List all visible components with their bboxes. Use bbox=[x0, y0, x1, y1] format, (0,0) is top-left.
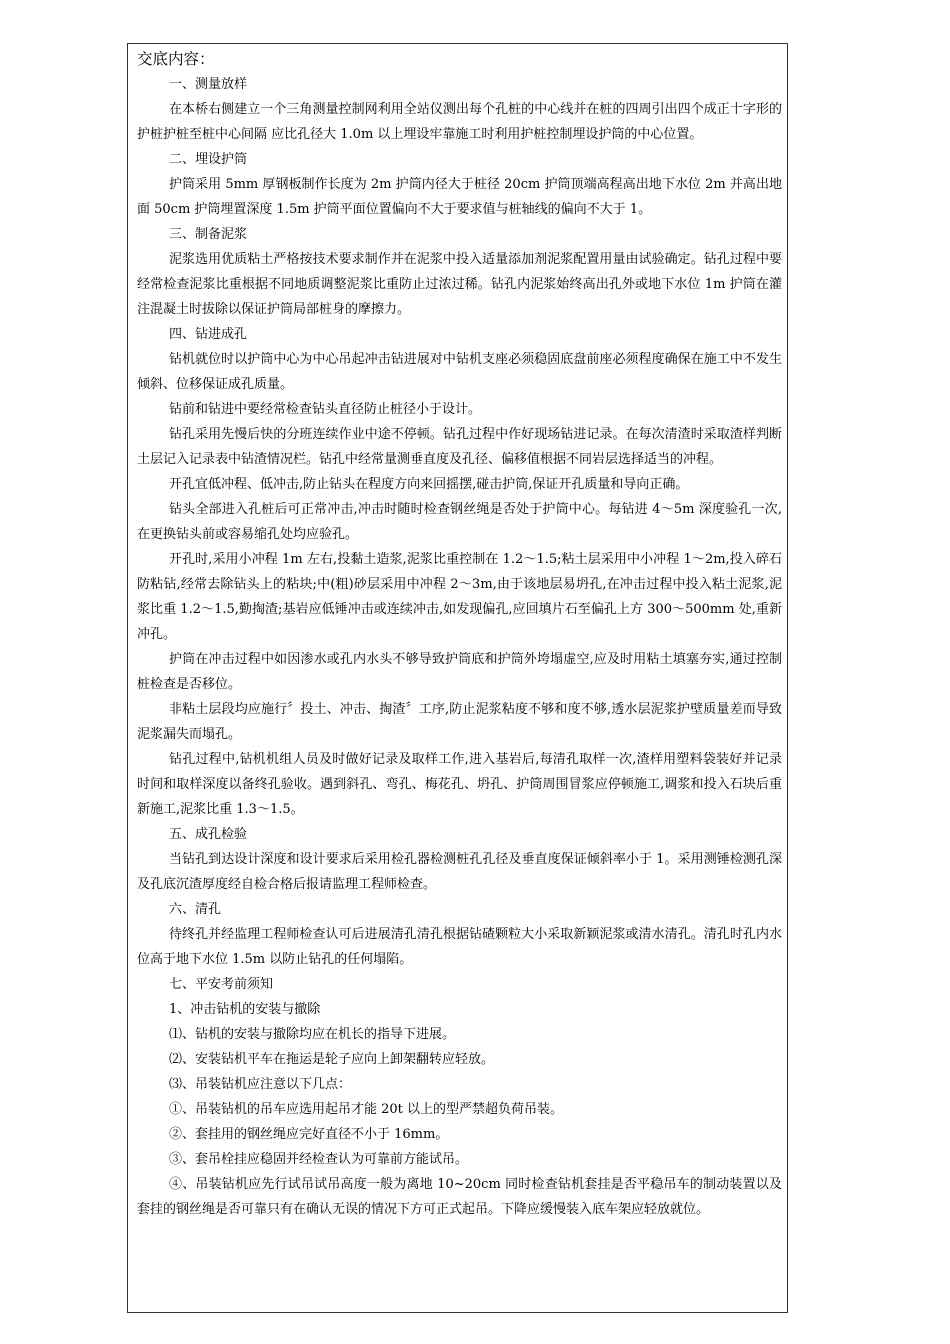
paragraph: 开孔时,采用小冲程 1m 左右,投黏土造浆,泥浆比重控制在 1.2～1.5;粘土层采用中小冲程 1～2m,投入碎石防粘钻,经常去除钻头上的粘块;中(粗)砂层采用中冲程 2～3m,由于该地层易坍孔,在冲击过程中投入粘土泥浆,泥浆比重 1.2～1.5,勤掏渣;基岩应低锤冲击或连续冲击,如发现偏孔,应回填片石至偏孔上方 300～500mm 处,重新冲孔。 bbox=[137, 552, 782, 642]
section-heading: 交底内容： bbox=[137, 50, 215, 68]
paragraph: 1、冲击钻机的安装与撤除 bbox=[169, 1002, 321, 1017]
paragraph: ②、套挂用的钢丝绳应完好直径不小于 16mm。 bbox=[169, 1127, 449, 1142]
paragraph: 钻孔采用先慢后快的分班连续作业中途不停顿。钻孔过程中作好现场钻进记录。在每次清渣时采取渣样判断土层记入记录表中钻渣情况栏。钻孔中经常量测垂直度及孔径、偏移值根据不同岩层选择适当的冲程。 bbox=[137, 427, 782, 467]
paragraph: 六、清孔 bbox=[169, 902, 222, 917]
paragraph: 护筒在冲击过程中如因渗水或孔内水头不够导致护筒底和护筒外垮塌虚空,应及时用粘土填塞夯实,通过控制桩检查是否移位。 bbox=[137, 652, 782, 692]
paragraph: ③、套吊栓挂应稳固并经检查认为可靠前方能试吊。 bbox=[169, 1152, 469, 1167]
paragraph: 非粘土层段均应施行〞投土、冲击、掏渣〞工序,防止泥浆粘度不够和度不够,透水层泥浆护壁质量差而导致泥浆漏失而塌孔。 bbox=[137, 702, 782, 742]
paragraph: ①、吊装钻机的吊车应选用起吊才能 20t 以上的型严禁超负荷吊装。 bbox=[169, 1102, 564, 1117]
paragraph: 泥浆选用优质粘土严格按技术要求制作并在泥浆中投入适量添加剂泥浆配置用量由试验确定。钻孔过程中要经常检查泥浆比重根据不同地质调整泥浆比重防止过浓过稀。钻孔内泥浆始终高出孔外或地下水位 1m 护筒在灌注混凝土时拔除以保证护筒局部桩身的摩擦力。 bbox=[137, 252, 782, 317]
paragraph: 七、平安考前须知 bbox=[169, 977, 274, 992]
paragraph: 五、成孔检验 bbox=[169, 827, 248, 842]
paragraph: 护筒采用 5mm 厚钢板制作长度为 2m 护筒内径大于桩径 20cm 护筒顶端高程高出地下水位 2m 并高出地面 50cm 护筒埋置深度 1.5m 护筒平面位置偏向不大于要求值与桩轴线的偏向不大于 1。 bbox=[137, 177, 782, 217]
paragraph: ⑵、安装钻机平车在拖运是轮子应向上卸架翻转应轻放。 bbox=[169, 1052, 495, 1067]
document-body bbox=[137, 46, 782, 1222]
paragraph: 四、钻进成孔 bbox=[169, 327, 248, 342]
paragraph-list bbox=[137, 72, 782, 1222]
paragraph: 在本桥右侧建立一个三角测量控制网利用全站仪测出每个孔桩的中心线并在桩的四周引出四个成正十字形的护桩护桩至桩中心间隔 应比孔径大 1.0m 以上埋设牢靠施工时利用护桩控制埋设护筒的中心位置。 bbox=[137, 102, 782, 142]
paragraph: 三、制备泥浆 bbox=[169, 227, 248, 242]
paragraph: 钻孔过程中,钻机机组人员及时做好记录及取样工作,进入基岩后,每清孔取样一次,渣样用塑料袋装好并记录时间和取样深度以备终孔验收。遇到斜孔、弯孔、梅花孔、坍孔、护筒周围冒浆应停顿施工,调浆和投入石块后重新施工,泥浆比重 1.3～1.5。 bbox=[137, 752, 782, 817]
paragraph: ④、吊装钻机应先行试吊试吊高度一般为离地 10~20cm 同时检查钻机套挂是否平稳吊车的制动装置以及套挂的钢丝绳是否可靠只有在确认无误的情况下方可正式起吊。下降应缓慢装入底车架应轻放就位。 bbox=[137, 1177, 782, 1217]
paragraph: 钻前和钻进中要经常检查钻头直径防止桩径小于设计。 bbox=[169, 402, 482, 417]
paragraph: ⑶、吊装钻机应注意以下几点： bbox=[169, 1077, 352, 1092]
paragraph: ⑴、钻机的安装与撤除均应在机长的指导下进展。 bbox=[169, 1027, 456, 1042]
paragraph: 一、测量放样 bbox=[169, 77, 248, 92]
paragraph: 钻机就位时以护筒中心为中心吊起冲击钻进展对中钻机支座必须稳固底盘前座必须程度确保在施工中不发生倾斜、位移保证成孔质量。 bbox=[137, 352, 782, 392]
paragraph: 二、埋设护筒 bbox=[169, 152, 248, 167]
paragraph: 开孔宜低冲程、低冲击,防止钻头在程度方向来回摇摆,碰击护筒,保证开孔质量和导向正确。 bbox=[169, 477, 689, 492]
paragraph: 待终孔并经监理工程师检查认可后进展清孔清孔根据钻碴颗粒大小采取新颖泥浆或清水清孔。清孔时孔内水位高于地下水位 1.5m 以防止钻孔的任何塌陷。 bbox=[137, 927, 782, 967]
paragraph: 当钻孔到达设计深度和设计要求后采用检孔器检测桩孔孔径及垂直度保证倾斜率小于 1。采用测锤检测孔深及孔底沉渣厚度经自检合格后报请监理工程师检查。 bbox=[137, 852, 782, 892]
paragraph: 钻头全部进入孔桩后可正常冲击,冲击时随时检查钢丝绳是否处于护筒中心。每钻进 4～5m 深度验孔一次,在更换钻头前或容易缩孔处均应验孔。 bbox=[137, 502, 782, 542]
